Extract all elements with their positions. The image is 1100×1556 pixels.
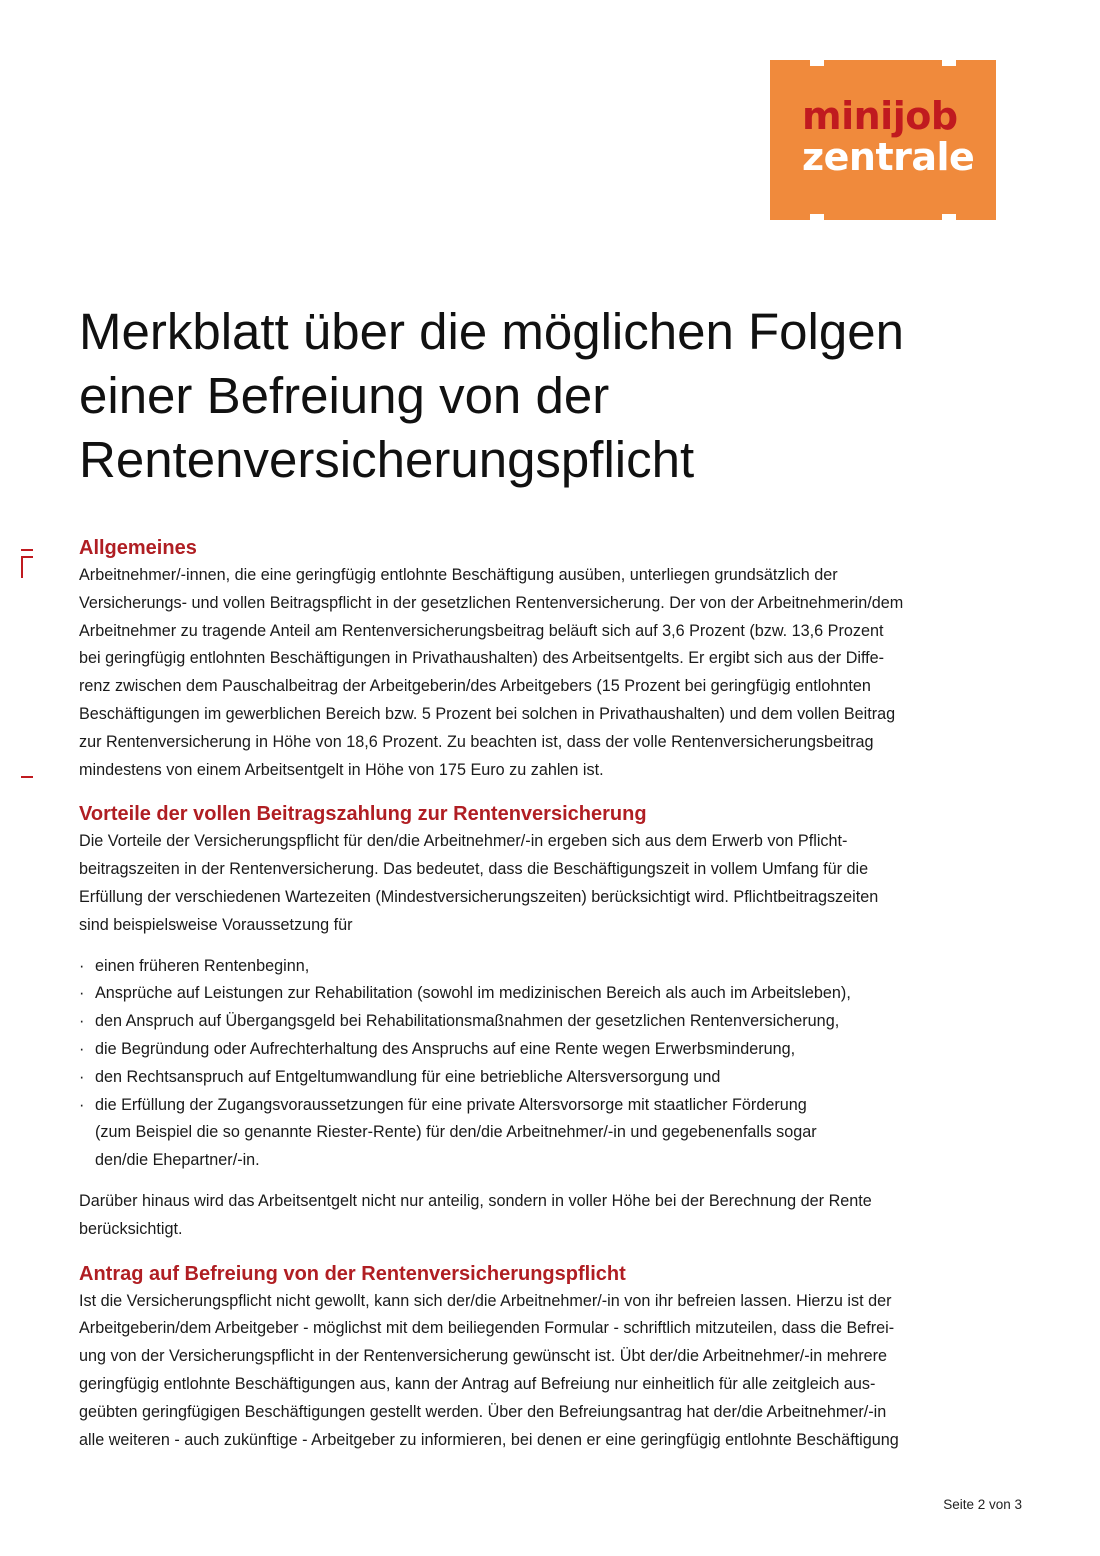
- logo-notch: [942, 60, 956, 66]
- paragraph: [79, 828, 1029, 939]
- text-line: Erfüllung der verschiedenen Wartezeiten (Mindestversicherungszeiten) berücksichtigt wird. Pflichtbeitragszeiten: [79, 887, 879, 906]
- paragraph: [79, 562, 1029, 784]
- list-item: [79, 1064, 1029, 1092]
- logo-text-minijob: minijob: [802, 94, 958, 138]
- text-line: Die Vorteile der Versicherungspflicht für den/die Arbeitnehmer/-in ergeben sich aus dem Erwerb von Pflicht-: [79, 832, 848, 851]
- text-line: bei geringfügig entlohnten Beschäftigungen in Privathaushalten) des Arbeitsentgelts. Er ergibt sich aus der Diffe-: [79, 649, 885, 668]
- text-line: den Rechtsanspruch auf Entgeltumwandlung für eine betriebliche Altersversorgung und: [95, 1067, 721, 1086]
- bullet-dot-icon: ·: [79, 1095, 85, 1114]
- bullet-dot-icon: ·: [79, 1067, 85, 1086]
- text-line: zur Rentenversicherung in Höhe von 18,6 Prozent. Zu beachten ist, dass der volle Rentenversicherungsbeitrag: [79, 732, 874, 751]
- text-line: Arbeitnehmer zu tragende Anteil am Rentenversicherungsbeitrag beläuft sich auf 3,6 Prozent (bzw. 13,6 Prozent: [79, 621, 884, 640]
- text-line: Arbeitnehmer/-innen, die eine geringfügig entlohnte Beschäftigung ausüben, unterliegen grundsätzlich der: [79, 566, 838, 584]
- margin-mark: [21, 556, 23, 578]
- text-line: beitragszeiten in der Rentenversicherung. Das bedeutet, dass die Beschäftigungszeit in vollem Umfang für die: [79, 860, 869, 879]
- bullet-dot-icon: ·: [79, 1012, 85, 1031]
- bullet-dot-icon: ·: [79, 956, 85, 975]
- text-line: einen früheren Rentenbeginn,: [95, 956, 310, 975]
- text-line: ung von der Versicherungspflicht in der Rentenversicherung gewünscht ist. Übt der/die Arbeitnehmer/-in mehrere: [79, 1347, 888, 1366]
- section-heading: Antrag auf Befreiung von der Rentenversicherungspflicht: [79, 1262, 626, 1285]
- margin-mark: [21, 549, 33, 551]
- page-number: Seite 2 von 3: [943, 1497, 1022, 1512]
- text-line: alle weiteren - auch zukünftige - Arbeitgeber zu informieren, bei denen er eine geringfügig entlohnte Beschäftigung: [79, 1430, 899, 1449]
- list-item: [79, 980, 1029, 1008]
- bullet-list: [79, 953, 1029, 1175]
- list-item: [79, 953, 1029, 981]
- list-item: [79, 1036, 1029, 1064]
- text-line: (zum Beispiel die so genannte Riester-Rente) für den/die Arbeitnehmer/-in und gegebenenfalls sogar: [95, 1123, 817, 1142]
- text-line: Darüber hinaus wird das Arbeitsentgelt nicht nur anteilig, sondern in voller Höhe bei der Berechnung der Rente: [79, 1191, 872, 1210]
- text-line: Arbeitgeberin/dem Arbeitgeber - möglichst mit dem beiliegenden Formular - schriftlich mitzuteilen, dass die Befrei-: [79, 1319, 895, 1338]
- list-item: [79, 1008, 1029, 1036]
- margin-mark: [21, 556, 33, 558]
- text-line: die Begründung oder Aufrechterhaltung des Anspruchs auf eine Rente wegen Erwerbsminderung,: [95, 1039, 796, 1058]
- paragraph: [79, 1288, 1029, 1455]
- logo-notch: [942, 214, 956, 220]
- list-item: [79, 1092, 1029, 1175]
- logo-notch: [810, 214, 824, 220]
- text-line: Ist die Versicherungspflicht nicht gewollt, kann sich der/die Arbeitnehmer/-in von ihr befreien lassen. Hierzu ist der: [79, 1291, 892, 1310]
- section-allgemeines: [79, 534, 1029, 784]
- section-heading: Allgemeines: [79, 537, 197, 559]
- minijob-zentrale-logo: [770, 60, 996, 220]
- section-heading: Vorteile der vollen Beitragszahlung zur Rentenversicherung: [79, 803, 647, 826]
- text-line: Versicherungs- und vollen Beitragspflicht in der gesetzlichen Rentenversicherung. Der von der Arbeitnehmerin/dem: [79, 593, 904, 612]
- bullet-dot-icon: ·: [79, 1039, 85, 1058]
- text-line: Beschäftigungen im gewerblichen Bereich bzw. 5 Prozent bei solchen in Privathaushalten) und dem vollen Beitrag: [79, 704, 896, 723]
- document-body: [79, 534, 1029, 1454]
- text-line: mindestens von einem Arbeitsentgelt in Höhe von 175 Euro zu zahlen ist.: [79, 760, 604, 779]
- text-line: Ansprüche auf Leistungen zur Rehabilitation (sowohl im medizinischen Bereich als auch im Arbeitsleben),: [95, 984, 851, 1003]
- logo-notch: [810, 60, 824, 66]
- bullet-dot-icon: ·: [79, 984, 85, 1003]
- section-vorteile: [79, 800, 1029, 1243]
- text-line: berücksichtigt.: [79, 1219, 183, 1238]
- paragraph: [79, 1188, 1029, 1244]
- document-title: Merkblatt über die möglichen Folgen einer Befreiung von der Rentenversicherungspflicht: [79, 303, 904, 488]
- margin-mark: [21, 776, 33, 778]
- logo-text-zentrale: zentrale: [802, 135, 975, 179]
- text-line: die Erfüllung der Zugangsvoraussetzungen für eine private Altersvorsorge mit staatlicher Förderung: [95, 1095, 807, 1114]
- text-line: sind beispielsweise Voraussetzung für: [79, 915, 353, 934]
- text-line: den/die Ehepartner/-in.: [95, 1151, 260, 1170]
- text-line: geübten geringfügigen Beschäftigungen gestellt werden. Über den Befreiungsantrag hat der/die Arbeitnehmer/-in: [79, 1402, 887, 1421]
- section-antrag: [79, 1260, 1029, 1455]
- text-line: geringfügig entlohnte Beschäftigungen aus, kann der Antrag auf Befreiung nur einheitlich für alle zeitgleich aus-: [79, 1374, 876, 1393]
- text-line: den Anspruch auf Übergangsgeld bei Rehabilitationsmaßnahmen der gesetzlichen Rentenversicherung,: [95, 1012, 840, 1031]
- text-line: renz zwischen dem Pauschalbeitrag der Arbeitgeberin/des Arbeitgebers (15 Prozent bei geringfügig entlohnten: [79, 677, 871, 696]
